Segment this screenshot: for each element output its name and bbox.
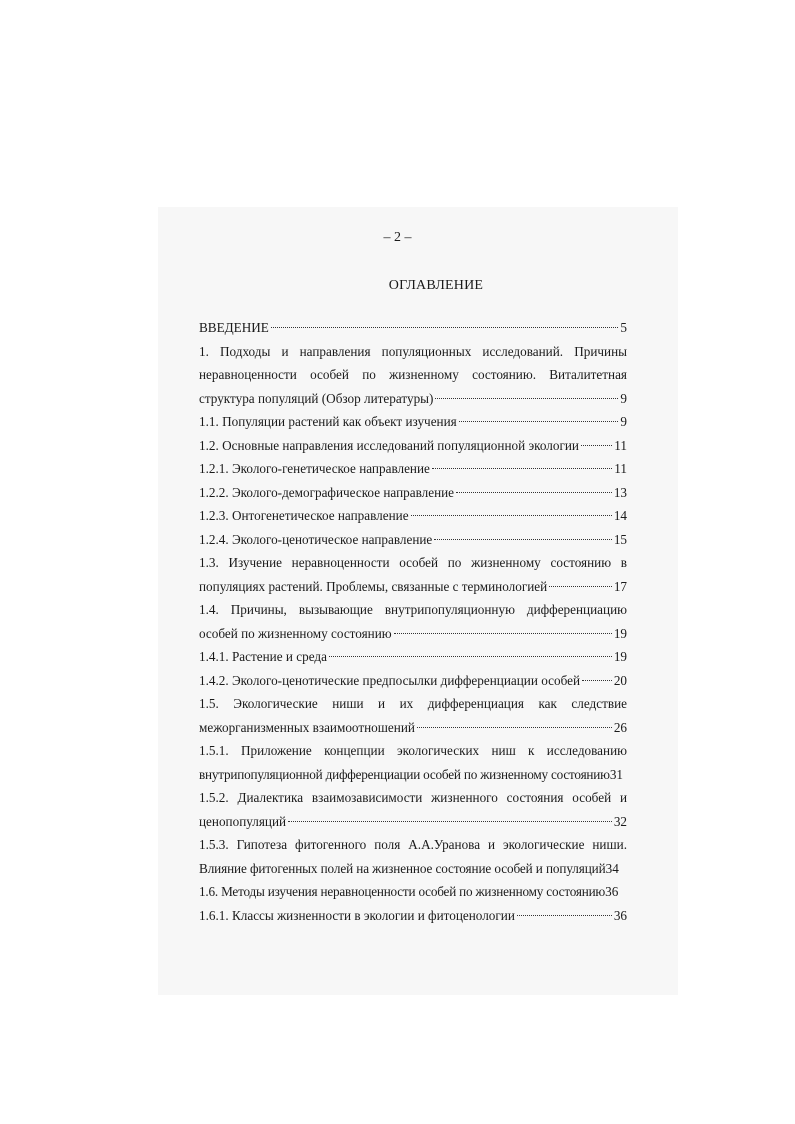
toc-title: ОГЛАВЛЕНИЕ [388, 278, 484, 293]
toc-entry-line [199, 387, 627, 411]
toc-entry-page: 9 [620, 414, 627, 429]
dot-leader [434, 539, 612, 540]
toc-entry-text-line: 1.5. Экологические ниши и их дифференциация как следствие [199, 696, 627, 711]
toc-entry-line [199, 622, 627, 646]
toc-entry-page: 32 [613, 813, 627, 829]
toc-entry-page: 11 [614, 461, 627, 476]
toc-entry [199, 786, 627, 833]
toc-entry-page: 19 [613, 625, 627, 641]
toc-entry-text-line: 1.5.2. Диалектика взаимозависимости жизненного состояния особей и [199, 790, 627, 805]
toc-entry-line [199, 763, 627, 787]
dot-leader [435, 398, 618, 399]
toc-entry-title: 1.1. Популяции растений как объект изучения [199, 414, 457, 429]
toc-entry-page: 20 [613, 672, 627, 688]
toc-entry-line [199, 504, 627, 528]
toc-entry [199, 833, 627, 880]
toc-entry-page: 17 [613, 578, 627, 594]
toc-entry-title: межорганизменных взаимоотношений [199, 719, 415, 735]
toc-entry-page: 9 [620, 390, 627, 406]
dot-leader [582, 680, 612, 681]
toc-entry-line [199, 857, 627, 881]
dot-leader [581, 445, 612, 446]
toc-entry-page: 15 [613, 531, 627, 547]
toc-entry-title: внутрипопуляционной дифференциации особей по жизненному состоянию [199, 766, 610, 782]
dot-leader [271, 327, 619, 328]
toc-entry-page: 5 [620, 320, 627, 335]
toc-entry-line [199, 481, 627, 505]
toc-entry-page: 11 [614, 437, 627, 453]
dot-leader [394, 633, 612, 634]
toc-entry-title: 1.2.2. Эколого-демографическое направление [199, 484, 455, 500]
dot-leader [432, 468, 612, 469]
toc-entry-title: 1.6.1. Классы жизненности в экологии и фитоценологии [199, 907, 515, 923]
toc-entry-line [199, 810, 627, 834]
toc-entry-line [199, 669, 627, 693]
toc-entry-text-line: 1.3. Изучение неравноценности особей по жизненному состоянию в [199, 555, 627, 570]
toc-entry-title: 1.4.1. Растение и среда [199, 649, 327, 664]
toc-entry-line [199, 575, 627, 599]
toc-entry-title: особей по жизненному состоянию [199, 625, 392, 641]
toc-entry [199, 904, 627, 928]
dot-leader [288, 821, 612, 822]
toc-entry-line [199, 457, 627, 481]
toc-entry-title: популяциях растений. Проблемы, связанные с терминологией [199, 578, 548, 594]
toc-entry-page: 34 [605, 860, 619, 876]
dot-leader [459, 421, 619, 422]
dot-leader [517, 915, 612, 916]
table-of-contents [199, 316, 627, 927]
toc-entry [199, 410, 627, 434]
toc-entry-text-line: неравноценности особей по жизненному состоянию. Виталитетная [199, 367, 627, 382]
toc-entry-line [199, 434, 627, 458]
toc-entry [199, 481, 627, 505]
toc-entry [199, 340, 627, 411]
dot-leader [417, 727, 612, 728]
toc-entry-line [199, 645, 627, 669]
toc-entry-title: 1.4.2. Эколого-ценотические предпосылки дифференциации особей [199, 672, 581, 688]
toc-entry-title: 1.2.1. Эколого-генетическое направление [199, 461, 430, 476]
toc-entry [199, 551, 627, 598]
toc-entry-line [199, 716, 627, 740]
toc-entry-page: 14 [613, 508, 627, 523]
toc-entry-text-line: 1.5.1. Приложение концепции экологических ниш к исследованию [199, 743, 627, 758]
toc-entry-page: 26 [613, 719, 627, 735]
dot-leader [329, 656, 612, 657]
toc-entry-title: 1.2.4. Эколого-ценотическое направление [199, 531, 433, 547]
toc-entry-page: 19 [613, 649, 627, 664]
toc-entry-line [199, 528, 627, 552]
toc-entry [199, 316, 627, 340]
dot-leader [456, 492, 612, 493]
toc-entry-page: 36 [605, 884, 619, 899]
toc-entry [199, 528, 627, 552]
toc-entry-page: 36 [613, 907, 627, 923]
toc-entry-title: ВВЕДЕНИЕ [199, 320, 269, 335]
toc-entry [199, 598, 627, 645]
toc-entry-text-line: 1.5.3. Гипотеза фитогенного поля А.А.Уранова и экологические ниши. [199, 837, 627, 852]
toc-entry-page: 13 [613, 484, 627, 500]
page-number: – 2 – [383, 230, 412, 245]
toc-entry [199, 739, 627, 786]
toc-entry-line [199, 410, 627, 434]
dot-leader [411, 515, 612, 516]
toc-entry-text-line: 1.4. Причины, вызывающие внутрипопуляционную дифференциацию [199, 602, 627, 617]
toc-entry-page: 31 [609, 766, 623, 782]
toc-entry [199, 880, 627, 904]
toc-entry-title: Влияние фитогенных полей на жизненное состояние особей и популяций [199, 860, 606, 876]
toc-entry-line [199, 316, 627, 340]
toc-entry-line [199, 880, 627, 904]
toc-entry-title: 1.6. Методы изучения неравноценности особей по жизненному состоянию [199, 884, 606, 899]
toc-entry [199, 434, 627, 458]
toc-entry [199, 645, 627, 669]
toc-entry-text-line: 1. Подходы и направления популяционных исследований. Причины [199, 343, 627, 359]
toc-entry-title: ценопопуляций [199, 813, 287, 829]
toc-entry [199, 457, 627, 481]
toc-entry [199, 692, 627, 739]
dot-leader [549, 586, 612, 587]
toc-entry-title: 1.2.3. Онтогенетическое направление [199, 508, 409, 523]
toc-entry-title: 1.2. Основные направления исследований популяционной экологии [199, 437, 579, 453]
toc-entry-line [199, 904, 627, 928]
toc-entry [199, 669, 627, 693]
toc-entry-title: структура популяций (Обзор литературы) [199, 390, 434, 406]
toc-entry [199, 504, 627, 528]
